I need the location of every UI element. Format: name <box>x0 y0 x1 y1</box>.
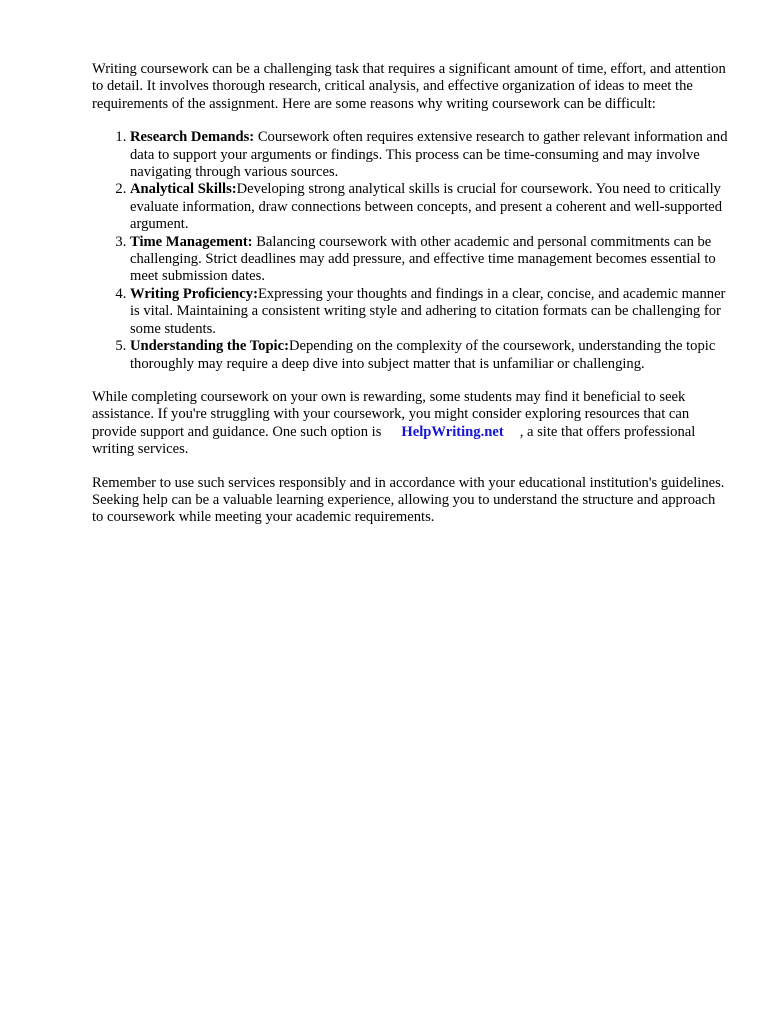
reasons-list <box>92 129 728 373</box>
list-item-term: Research Demands: <box>130 129 255 146</box>
list-item-term: Understanding the Topic: <box>130 338 289 355</box>
list-item-term: Writing Proficiency: <box>130 285 258 302</box>
helpwriting-link[interactable]: HelpWriting.net <box>401 423 504 440</box>
list-item <box>130 286 728 338</box>
assistance-text-after: , a site that offers professional writing services. <box>92 423 696 458</box>
list-item <box>130 338 728 373</box>
list-item-text: Coursework often requires extensive research to gather relevant information and data to support your arguments or findings. This process can be time-consuming and may involve navigating through various sources. <box>130 129 728 181</box>
list-item-text: Expressing your thoughts and findings in a clear, concise, and academic manner is vital. Maintaining a consistent writing style and adhering to citation formats can be challenging for some students. <box>130 285 726 337</box>
assistance-text-before: While completing coursework on your own is rewarding, some students may find it beneficial to seek assistance. If you're struggling with your coursework, you might consider exploring resources that can provide support and guidance. One such option is <box>92 388 690 440</box>
list-item <box>130 234 728 286</box>
document-body <box>92 61 728 527</box>
closing-paragraph: Remember to use such services responsibly and in accordance with your educational institution's guidelines. Seeking help can be a valuable learning experience, allowing you to understand the structure and approach to coursework while meeting your academic requirements. <box>92 474 725 526</box>
intro-paragraph: Writing coursework can be a challenging task that requires a significant amount of time, effort, and attention to detail. It involves thorough research, critical analysis, and effective organization of ideas to meet the requirements of the assignment. Here are some reasons why writing coursework can be difficult: <box>92 61 726 112</box>
assistance-paragraph <box>92 389 728 459</box>
list-item <box>130 129 728 181</box>
list-item-text: Balancing coursework with other academic and personal commitments can be challenging. Strict deadlines may add pressure, and effective time management becomes essential to meet submission dates. <box>130 233 716 285</box>
list-item-text: Depending on the complexity of the coursework, understanding the topic thoroughly may require a deep dive into subject matter that is unfamiliar or challenging. <box>130 338 716 372</box>
list-item-term: Analytical Skills: <box>130 181 237 198</box>
list-item-text: Developing strong analytical skills is crucial for coursework. You need to critically evaluate information, draw connections between concepts, and present a coherent and well-supported argument. <box>130 181 723 233</box>
list-item-term: Time Management: <box>130 233 253 250</box>
list-item <box>130 181 728 233</box>
